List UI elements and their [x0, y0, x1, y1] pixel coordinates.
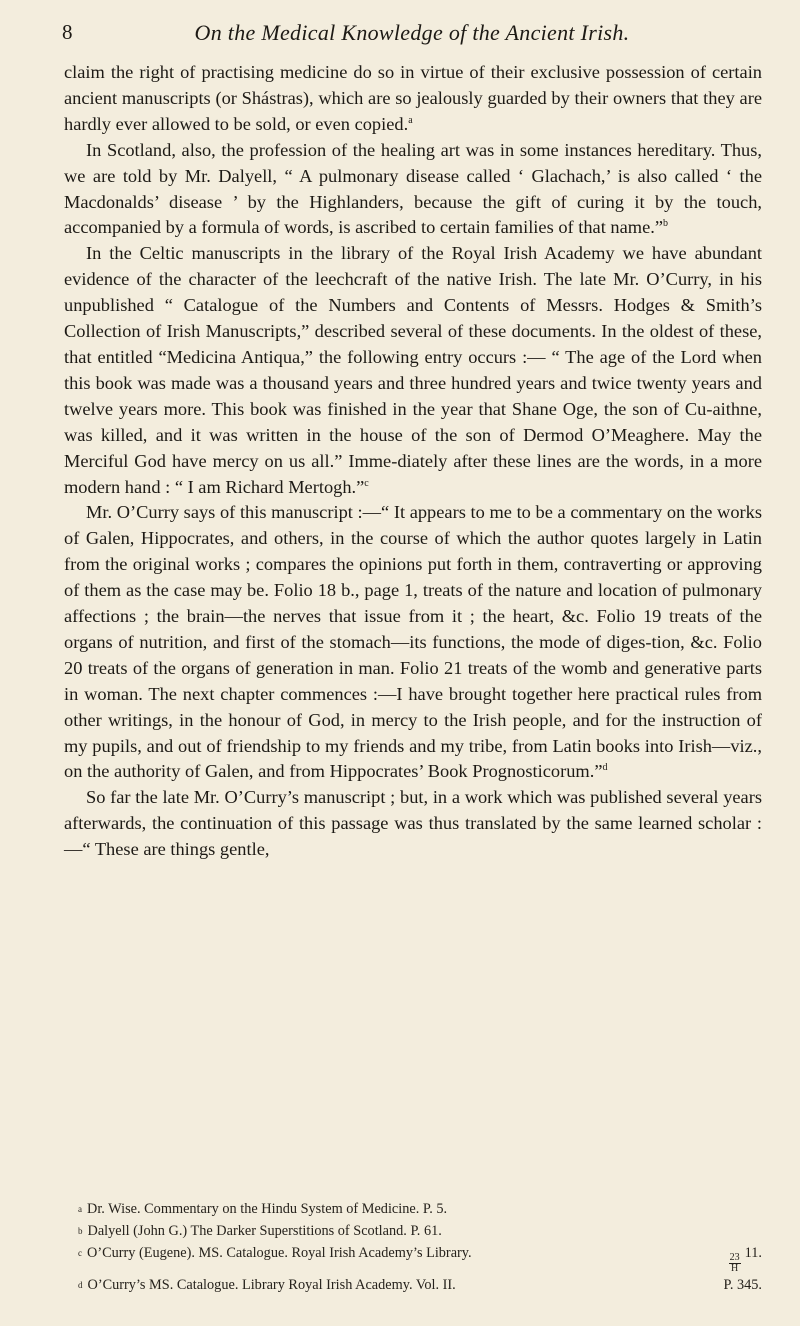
- paragraph: So far the late Mr. O’Curry’s manuscript ; but, in a work which was published several years afterwards, the continuation of this passage was thus translated by the same learned scholar :—“ These are things gentle,: [64, 787, 762, 860]
- footnote-text: Dr. Wise. Commentary on the Hindu System of Medicine. P. 5.: [87, 1201, 448, 1217]
- footnotes: [64, 1198, 762, 1296]
- footnote-page: P. 345.: [723, 1277, 762, 1293]
- footnote-mark: b: [78, 1226, 83, 1236]
- paragraph: Mr. O’Curry says of this manuscript :—“ It appears to me to be a commentary on the works of Galen, Hippocrates, and others, in the course of which the author quotes largely in Latin from the original works ; compares the opinions put forth in them, contraverting or approving of them as the case may be. Folio 18 b., page 1, treats of the nature and location of pulmonary affections ; the brain—the nerves that issue from it ; the heart, &c. Folio 19 treats of the organs of nutrition, and first of the stomach—its functions, the mode of diges-tion, &c. Folio 20 treats of the organs of generation in man. Folio 21 treats of the womb and generative parts in woman. The next chapter commences :—I have brought together here practical rules from other writings, in the honour of God, in mercy to the Irish people, and for the instruction of my pupils, and out of friendship to my friends and my tribe, from Latin books into Irish—viz., on the authority of Galen, and from Hippocrates’ Book Prognosticorum.”$^d$: [64, 502, 762, 782]
- page-number: 8: [62, 20, 73, 44]
- footnote-ref: c: [364, 477, 369, 489]
- paragraph: claim the right of practising medicine do so in virtue of their exclusive possession of certain ancient manuscripts (or Shástras), which are so jealously guarded by their owners that they are hardly ever allowed to be sold, or even copied.$^a$: [64, 62, 762, 134]
- footnote: [64, 1220, 762, 1242]
- footnote: [64, 1198, 762, 1220]
- page-header: [62, 20, 762, 54]
- footnote-ref: b: [663, 218, 669, 230]
- footnote-locator: $\frac{23}{H}$ 11.: [729, 1245, 762, 1274]
- paragraph: In the Celtic manuscripts in the library of the Royal Irish Academy we have abundant evidence of the character of the leechcraft of the native Irish. The late Mr. O’Curry, in his unpublished “ Catalogue of the Numbers and Contents of Messrs. Hodges & Smith’s Collection of Irish Manuscripts,” described several of these documents. In the oldest of these, that entitled “Medicina Antiqua,” the following entry occurs :— “ The age of the Lord when this book was made was a thousand years and three hundred years and twice twenty years and twelve years more. This book was finished in the year that Shane Oge, the son of Cu-aithne, was killed, and it was written in the house of the son of Dermod O’Meaghere. May the Merciful God have mercy on us all.” Imme-diately after these lines are the words, in a more modern hand : “ I am Richard Mertogh.”$^c$: [64, 243, 762, 497]
- running-title: On the Medical Knowledge of the Ancient Irish.: [194, 20, 630, 45]
- footnote-text: O’Curry (Eugene). MS. Catalogue. Royal Irish Academy’s Library.: [87, 1245, 472, 1261]
- footnote-ref: d: [602, 762, 608, 774]
- footnote-mark: c: [78, 1248, 82, 1258]
- footnote: [64, 1274, 762, 1296]
- footnote: [64, 1242, 762, 1274]
- footnote-mark: d: [78, 1280, 83, 1290]
- body-text: [64, 60, 762, 863]
- paragraph: In Scotland, also, the profession of the healing art was in some instances hereditary. Thus, we are told by Mr. Dalyell, “ A pulmonary disease called ‘ Glachach,’ is also called ‘ the Macdonalds’ disease ’ by the Highlanders, because the gift of curing it by the touch, accompanied by a formula of words, is ascribed to certain families of that name.”$^b$: [64, 139, 762, 238]
- footnote-text: Dalyell (John G.) The Darker Superstitions of Scotland. P. 61.: [87, 1223, 442, 1239]
- fraction-mark: $\frac{23}{H}$: [729, 1252, 740, 1274]
- footnote-ref: a: [408, 114, 413, 126]
- footnote-text: O’Curry’s MS. Catalogue. Library Royal Irish Academy. Vol. II.: [87, 1277, 456, 1293]
- footnote-mark: a: [78, 1204, 82, 1214]
